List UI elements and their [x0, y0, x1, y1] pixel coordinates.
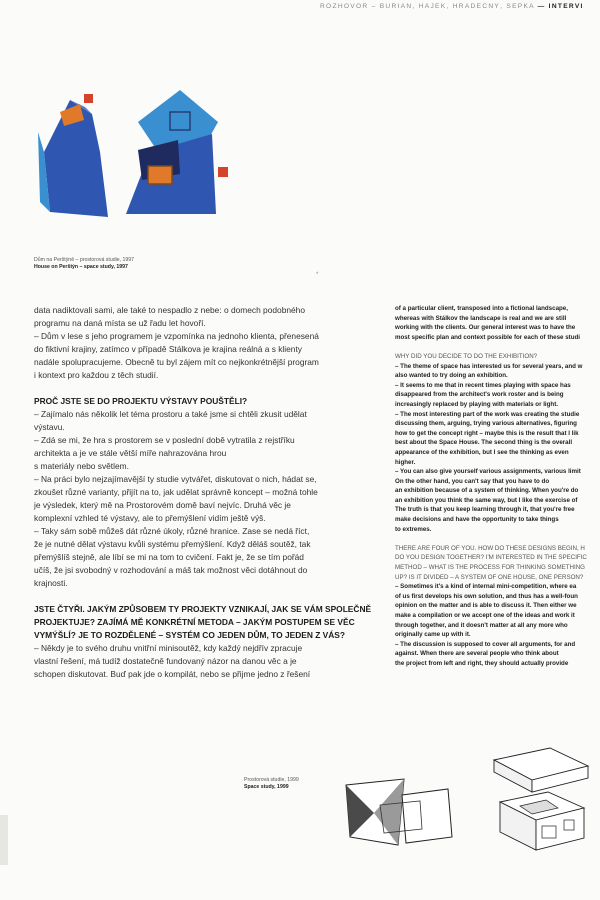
question-line: THERE ARE FOUR OF YOU. HOW DO THESE DESIGNS BEGIN, H — [395, 544, 585, 552]
text-line: přemýšlíš stejně, ale líbí se mi na tom to cvičení. Fakt je, že se tím pořád — [34, 552, 304, 562]
text-line: – The discussion is supposed to cover all arguments, for and — [395, 640, 576, 648]
text-line: of a particular client, transposed into a fictional landscape, — [395, 305, 568, 312]
text-line: – Sometimes it's a kind of internal mini-competition, where ea — [395, 583, 577, 591]
header-running-text: ROZHOVOR – BURIAN, HÁJEK, HRADEČNÝ, ŠEPKA — [320, 3, 535, 10]
text-line: On the other hand, you can't say that you have to do — [395, 477, 550, 485]
text-line: through together, and it doesn't matter at all any more who — [395, 621, 568, 629]
text-line: komplexní vzhled té výstavy, ale to přemýšlení vidím ještě výš. — [34, 513, 266, 523]
czech-interview-column — [34, 304, 374, 681]
text-line: krajnosti. — [34, 578, 68, 588]
text-line: – The theme of space has interested us for several years, and w — [395, 362, 583, 370]
question-line: WHY DID YOU DECIDE TO DO THE EXHIBITION? — [395, 352, 538, 360]
text-line: s materiály nebo světlem. — [34, 461, 129, 471]
paragraph-gap — [34, 382, 374, 395]
text-line: whereas with Stálkov the landscape is real and we are still — [395, 314, 567, 322]
left-house-sketch — [38, 94, 108, 217]
top-caption-en: House on Perštýn – space study, 1997 — [34, 264, 128, 270]
bottom-caption-cz: Prostorová studie, 1999 — [244, 777, 299, 783]
text-line: je výsledek, který mě na Prostorovém domě baví nejvíc. Druhá věc je — [34, 500, 291, 510]
text-line: disappeared from the architect's work roster and is being — [395, 391, 564, 399]
running-header — [320, 3, 600, 10]
text-line: architekta a je ve stále větší míře nahrazována hrou — [34, 448, 227, 458]
text-line: – The most interesting part of the work was creating the studie — [395, 410, 580, 418]
space-study-sketch — [340, 775, 460, 855]
text-line: – Zdá se mi, že hra s prostorem se v poslední době vytratila z rejstříku — [34, 435, 295, 445]
text-line: opinion on the matter and is able to discuss it. Then either we — [395, 602, 577, 610]
question-line: PROČ JSTE SE DO PROJEKTU VÝSTAVY POUŠTĚLI? — [34, 396, 248, 406]
question-line: VYMÝŠLÍ? JE TO ROZDĚLENÉ – SYSTÉM CO JEDEN DŮM, TO JEDEN Z VÁS? — [34, 630, 346, 640]
text-line: vlastní řešení, má tudíž dostatečně fundovaný názor na danou věc a je — [34, 656, 297, 666]
text-line: zkoušet různé varianty, přijít na to, jak udělat správně koncept – možná tohle — [34, 487, 318, 497]
text-line: do fiktivní krajiny, zatímco v případě Stálkova je krajina reálná a s klienty — [34, 344, 302, 354]
text-line: data nadiktovali sami, ale také to nespadlo z nebe: o domech podobného — [34, 305, 305, 315]
text-line: i kontext pro každou z těch studií. — [34, 370, 159, 380]
text-line: discussing them, arguing, trying various alternatives, figuring — [395, 420, 577, 428]
question-line: UP? IS IT DIVIDED – A SYSTEM OF ONE HOUSE, ONE PERSON? — [395, 573, 584, 581]
bottom-figure-caption — [244, 777, 299, 791]
text-line: – Dům v lese s jeho programem je vzpomínka na jednoho klienta, přenesená — [34, 331, 319, 341]
paragraph-gap — [34, 590, 374, 603]
top-figure-caption — [34, 257, 134, 271]
text-line: appearance of the exhibition, but I see the thinking as even — [395, 448, 569, 456]
text-line: – Někdy je to svého druhu vnitřní minisoutěž, kdy každý nejdřív zpracuje — [34, 643, 303, 653]
text-line: originally came up with it. — [395, 631, 471, 639]
text-line: an exhibition you think the same way, but I like the exercise of — [395, 496, 578, 504]
text-line: increasingly replaced by playing with materials or light. — [395, 400, 558, 408]
text-line: schopen diskutovat. Buď pak jde o kompilát, nebo se přijme jedno z řešení — [34, 669, 311, 679]
bottom-caption-en: Space study, 1999 — [244, 784, 289, 790]
header-section-label: — INTERVI — [537, 3, 584, 10]
text-line: – It seems to me that in recent times playing with space has — [395, 381, 571, 389]
text-line: The truth is that you keep learning through it, that you're free — [395, 506, 575, 514]
text-line: higher. — [395, 458, 416, 466]
page-edge-mark — [0, 815, 8, 865]
text-line: – Na práci bylo nejzajímavější ty studie vytvářet, diskutovat o nich, hádat se, — [34, 474, 317, 484]
page-mark-glyph: * — [316, 272, 319, 278]
text-line: – Zajímalo nás několik let téma prostoru a také jsme si chtěli zkusit udělat — [34, 409, 307, 419]
text-line: most specific plan and context possible for each of these studi — [395, 333, 580, 341]
question-line: DO YOU DESIGN TOGETHER? I'M INTERESTED IN THE SPECIFIC — [395, 554, 587, 562]
question-line: PROJEKTUJE? ZAJÍMÁ MĚ KONKRÉTNÍ METODA – JAKÝM POSTUPEM SE VĚC — [34, 617, 355, 627]
text-line: an exhibition because of a system of thinking. When you're do — [395, 487, 579, 495]
text-line: – You can also give yourself various assignments, various limit — [395, 468, 581, 476]
top-house-drawing — [30, 82, 250, 257]
text-line: – Taky sám sobě můžeš dát různé úkoly, různé hranice. Zase se nedá říct, — [34, 526, 310, 536]
paragraph-gap — [395, 534, 600, 544]
top-caption-cz: Dům na Perštýně – prostorová studie, 1997 — [34, 257, 135, 263]
text-line: programu na daná místa se už řadu let hovoří. — [34, 318, 206, 328]
text-line: výstavu. — [34, 422, 65, 432]
text-line: how to get the concept right – maybe this is the result that I lik — [395, 429, 579, 437]
text-line: make a compilation or we accept one of the ideas and work it — [395, 612, 575, 619]
text-line: of us first develops his own solution, and thus has a well-foun — [395, 592, 578, 600]
text-line: against. When there are several people who think about — [395, 650, 559, 658]
text-line: best about the Space House. The second thing is the overall — [395, 439, 573, 447]
text-line: to extremes. — [395, 525, 432, 533]
space-study-model — [480, 740, 600, 860]
text-line: the project from left and right, they should actually provide — [395, 659, 569, 667]
paragraph-gap — [395, 342, 600, 352]
text-line: že je nutné dělat výstavu kvůli systému přemýšlení. Když děláš soutěž, tak — [34, 539, 311, 549]
text-line: also wanted to try doing an exhibition. — [395, 372, 508, 380]
text-line: make decisions and have the opportunity to take things — [395, 516, 559, 524]
text-line: učíš, že jsi svobodný v rozhodování a máš tak možnost věci dotáhnout do — [34, 565, 308, 575]
text-line: working with the clients. Our general interest was to have the — [395, 324, 576, 332]
question-line: JSTE ČTYŘI. JAKÝM ZPŮSOBEM TY PROJEKTY VZNIKAJÍ, JAK SE VÁM SPOLEČNĚ — [34, 604, 372, 614]
english-interview-column — [395, 304, 600, 669]
text-line: nadále spolupracujeme. Obecně tu byl zájem mít co nejkonkrétnější program — [34, 357, 319, 367]
question-line: METHOD – WHAT IS THE PROCESS FOR THINKING SOMETHING — [395, 564, 585, 572]
right-house-sketch — [126, 90, 228, 214]
